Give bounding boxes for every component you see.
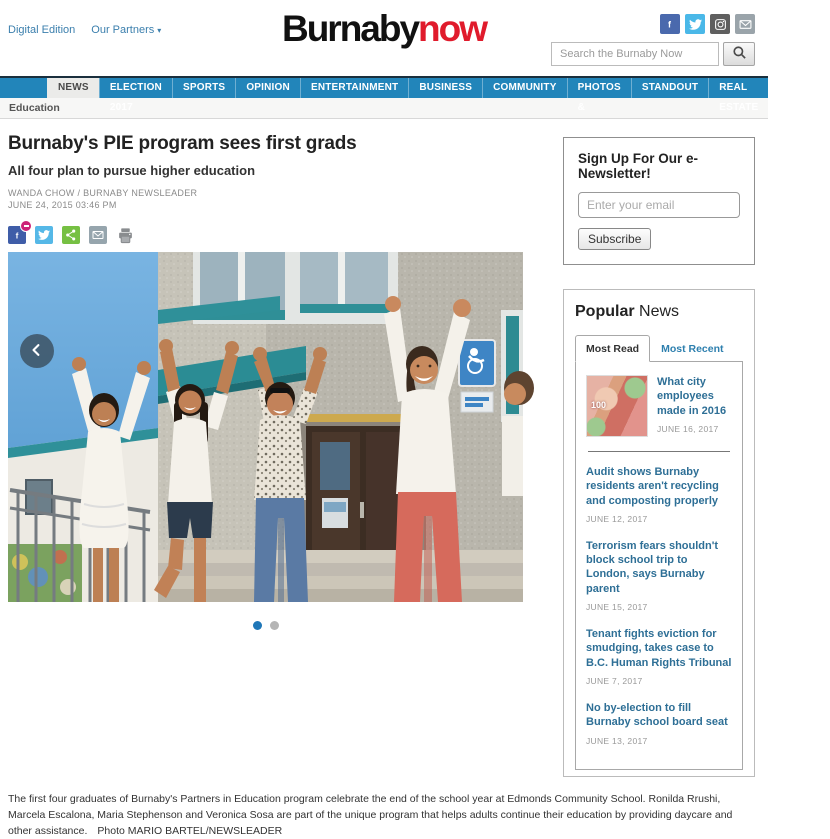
logo-text-red: now	[418, 8, 487, 49]
subscribe-button[interactable]: Subscribe	[578, 228, 651, 250]
list-item	[586, 627, 732, 686]
nav-item-entertainment[interactable]: ENTERTAINMENT	[300, 78, 408, 98]
page-title: Burnaby's PIE program sees first grads	[8, 133, 357, 154]
popular-tabs	[575, 335, 743, 362]
digital-edition-link[interactable]: Digital Edition	[8, 24, 76, 36]
social-links	[660, 14, 755, 34]
photo-illustration	[8, 252, 523, 602]
article-date: JUNE 16, 2017	[657, 423, 719, 434]
carousel-dot[interactable]	[270, 621, 279, 630]
share-twitter-icon[interactable]	[35, 226, 53, 244]
list-item	[586, 701, 732, 746]
nav-item-standout[interactable]: STANDOUT	[631, 78, 708, 98]
popular-news	[563, 289, 755, 777]
share-email-icon[interactable]	[89, 226, 107, 244]
nav-item-business[interactable]: BUSINESS	[408, 78, 482, 98]
sidebar	[563, 119, 755, 777]
twitter-icon[interactable]	[685, 14, 705, 34]
chevron-left-icon	[30, 343, 44, 360]
nav-item-sports[interactable]: SPORTS	[172, 78, 235, 98]
instagram-icon[interactable]	[710, 14, 730, 34]
popular-tab-panel	[575, 361, 743, 770]
popular-news-title: Popular News	[575, 303, 680, 320]
facebook-icon[interactable]	[660, 14, 680, 34]
article-photo	[8, 252, 523, 602]
carousel-prev-button[interactable]	[20, 334, 54, 368]
share-facebook-icon[interactable]	[8, 226, 26, 244]
share-toolbar	[8, 226, 523, 244]
popular-article-link[interactable]: No by-election to fill Burnaby school board seat	[586, 701, 728, 729]
search-button[interactable]	[723, 42, 755, 66]
carousel-dot-active[interactable]	[253, 621, 262, 630]
share-count-badge	[20, 220, 32, 232]
article-date: JUNE 13, 2017	[586, 735, 648, 746]
article	[8, 119, 523, 777]
site-logo[interactable]	[282, 8, 486, 50]
popular-article-link[interactable]: Tenant fights eviction for smudging, takes case to B.C. Human Rights Tribunal	[586, 628, 732, 669]
newsletter-heading: Sign Up For Our e-Newsletter!	[578, 151, 698, 181]
utility-links	[8, 24, 161, 36]
logo-text-black: Burnaby	[281, 8, 419, 49]
article-byline: WANDA CHOW / BURNABY NEWSLEADER	[8, 188, 198, 198]
article-date: JUNE 24, 2015 03:46 PM	[8, 200, 117, 210]
article-date: JUNE 15, 2017	[586, 602, 648, 613]
article-date: JUNE 12, 2017	[586, 513, 648, 524]
accessibility-sign	[459, 340, 495, 412]
tab-most-read[interactable]: Most Read	[575, 335, 650, 362]
carousel-dots	[8, 617, 523, 635]
tab-most-recent[interactable]: Most Recent	[661, 343, 724, 355]
popular-article-link[interactable]: Terrorism fears shouldn't block school trip to London, says Burnaby parent	[586, 539, 718, 595]
site-header	[0, 0, 768, 76]
article-thumbnail[interactable]: 100	[586, 375, 648, 437]
our-partners-link[interactable]: Our Partners ▾	[91, 24, 162, 36]
svg-text:f: f	[15, 231, 18, 241]
list-item	[586, 375, 732, 437]
article-subtitle: All four plan to pursue higher education	[8, 163, 256, 178]
search-icon	[732, 45, 747, 63]
list-item	[586, 539, 732, 612]
newsletter-email-input[interactable]	[578, 192, 740, 218]
list-item	[586, 465, 732, 524]
divider	[588, 451, 730, 452]
search-input[interactable]	[551, 42, 719, 66]
photo-caption: The first four graduates of Burnaby's Partners in Education program celebrate the end of the school year at Edmonds Community School. Ronilda Rrushi, Marcela Escalona, Maria Stephenson and Veronica Sosa are part of the unique program that helps adults continue their education by providing daycare and other assistance. Photo MARIO BARTEL/NEWSLEADER	[8, 792, 733, 838]
nav-item-real-estate[interactable]: REAL ESTATE	[708, 78, 768, 98]
popular-article-link[interactable]: What city employees made in 2016	[657, 376, 727, 417]
nav-item-news[interactable]: NEWS	[47, 78, 99, 98]
nav-item-community[interactable]: COMMUNITY	[482, 78, 566, 98]
popular-article-link[interactable]: Audit shows Burnaby residents aren't recycling and composting properly	[586, 466, 719, 507]
newsletter-signup	[563, 137, 755, 265]
breadcrumb[interactable]: Education	[0, 98, 768, 119]
chevron-down-icon: ▾	[157, 25, 162, 35]
photo-credit: Photo MARIO BARTEL/NEWSLEADER	[97, 825, 283, 838]
svg-text:f: f	[668, 19, 671, 30]
nav-item-photos-videos[interactable]: PHOTOS & VIDEOS	[567, 78, 631, 98]
share-icon[interactable]	[62, 226, 80, 244]
nav-item-opinion[interactable]: OPINION	[235, 78, 300, 98]
print-icon[interactable]	[116, 226, 134, 244]
email-icon[interactable]	[735, 14, 755, 34]
person-partial	[502, 371, 534, 496]
nav-item-election-2017[interactable]: ELECTION 2017	[99, 78, 172, 98]
article-date: JUNE 7, 2017	[586, 675, 643, 686]
nav-item-flyers[interactable]: FLYERS	[768, 78, 830, 98]
